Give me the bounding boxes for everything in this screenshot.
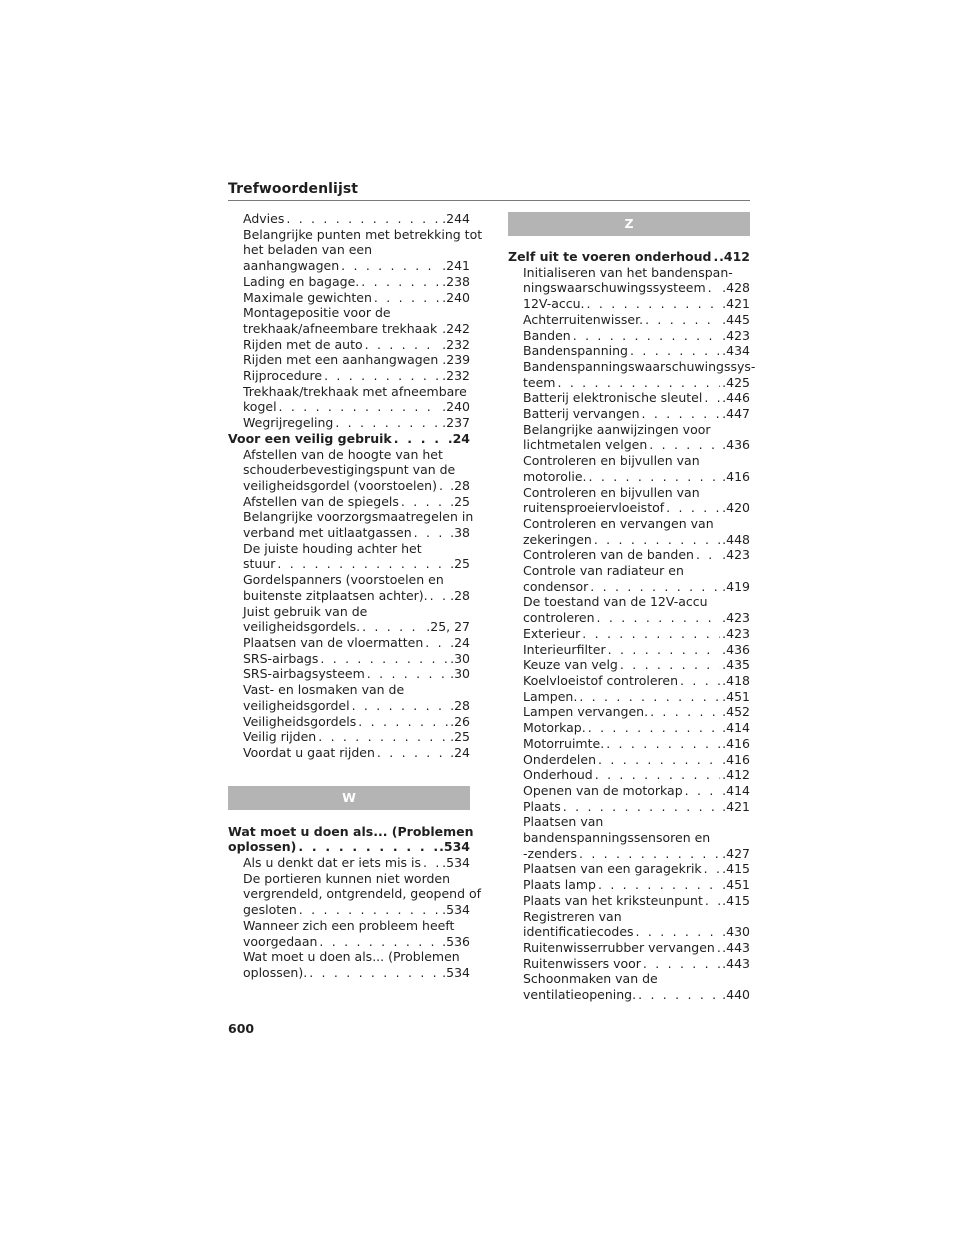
index-column-right xyxy=(508,212,756,1003)
index-entry-page: .448 xyxy=(722,531,750,547)
index-entry-page: .423 xyxy=(722,547,750,563)
index-entry-page: .414 xyxy=(722,782,750,798)
index-entry-page: .240 xyxy=(442,399,470,415)
index-entry-page: .534 xyxy=(442,855,470,871)
index-entry-lead: Belangrijke voorzorgsmaatregelen in xyxy=(243,509,474,525)
index-entry[interactable] xyxy=(228,337,470,353)
index-entry[interactable] xyxy=(508,956,750,972)
index-entry-page: .415 xyxy=(722,861,750,877)
index-entry[interactable] xyxy=(228,352,470,368)
dot-leader xyxy=(636,924,721,940)
index-entry-lead: vergrendeld, ontgrendeld, geopend of xyxy=(243,886,482,902)
dot-leader xyxy=(335,415,440,431)
dot-leader xyxy=(588,720,720,736)
index-entry-page: .423 xyxy=(722,327,750,343)
index-entry[interactable] xyxy=(508,893,750,909)
index-entry-label: veiligheidsgordel xyxy=(243,697,350,713)
dot-leader xyxy=(587,296,721,312)
index-entry-page: .416 xyxy=(722,468,750,484)
index-entry-label: Plaatsen van de vloermatten xyxy=(243,634,424,650)
index-entry[interactable] xyxy=(228,321,470,337)
index-entry[interactable] xyxy=(508,704,750,720)
index-entry-page: .443 xyxy=(722,955,750,971)
index-entry-label: Lading en bagage. xyxy=(243,273,360,289)
dot-leader xyxy=(439,478,448,494)
dot-leader xyxy=(401,494,448,510)
index-entry-lead: Controleren en bijvullen van xyxy=(523,484,700,500)
index-entry-page: .416 xyxy=(722,751,750,767)
index-entry[interactable] xyxy=(508,783,750,799)
index-entry-page: .421 xyxy=(722,296,750,312)
index-entry-page: .412 xyxy=(722,767,750,783)
entry-group-top xyxy=(228,211,483,431)
index-entry-page: .534 xyxy=(442,902,470,918)
dot-leader xyxy=(680,673,720,689)
index-entry[interactable] xyxy=(508,312,750,328)
index-entry[interactable] xyxy=(228,556,470,572)
index-entry[interactable] xyxy=(508,877,750,893)
index-entry-label: oplossen). xyxy=(243,964,308,980)
dot-leader xyxy=(320,651,448,667)
index-entry-label: voorgedaan xyxy=(243,933,318,949)
index-entry-lead: Bandenspanningswaarschuwingssys- xyxy=(523,358,756,374)
index-entry-label: gesloten xyxy=(243,902,297,918)
index-entry-label: motorolie. xyxy=(523,468,587,484)
index-entry[interactable] xyxy=(228,855,470,871)
index-entry[interactable] xyxy=(508,500,750,516)
index-entry-lead: Juist gebruik van de xyxy=(243,603,368,619)
dot-leader xyxy=(685,783,721,799)
index-entry-label: Als u denkt dat er iets mis is xyxy=(243,855,422,871)
dot-leader xyxy=(649,437,720,453)
dot-leader xyxy=(318,729,448,745)
index-entry[interactable] xyxy=(508,437,750,453)
index-entry-page: .536 xyxy=(442,933,470,949)
index-entry[interactable] xyxy=(228,729,470,745)
index-entry-lead: Initialiseren van het bandenspan- xyxy=(523,264,733,280)
index-entry-lead: De juiste houding achter het xyxy=(243,540,422,556)
index-entry-label: condensor xyxy=(523,578,589,594)
index-entry[interactable] xyxy=(508,328,750,344)
index-entry[interactable] xyxy=(508,861,750,877)
index-entry-label: Keuze van velg xyxy=(523,657,618,673)
index-entry-label: Bandenspanning xyxy=(523,343,628,359)
index-entry-page: .238 xyxy=(442,273,470,289)
dot-leader xyxy=(589,469,721,485)
index-entry-lead: Vast- en losmaken van de xyxy=(243,682,405,698)
index-entry-page: .30 xyxy=(450,666,470,682)
dot-leader xyxy=(643,956,720,972)
dot-leader xyxy=(590,579,720,595)
index-entry-page: .440 xyxy=(722,987,750,1003)
dot-leader xyxy=(324,368,440,384)
index-entry-page: .445 xyxy=(722,311,750,327)
dot-leader xyxy=(579,846,720,862)
index-entry[interactable] xyxy=(508,752,750,768)
index-entry-lead: bandenspanningssensoren en xyxy=(523,830,711,846)
index-entry-label: Batterij elektronische sleutel xyxy=(523,390,703,406)
dot-leader xyxy=(594,532,720,548)
index-entry[interactable] xyxy=(228,698,470,714)
index-entry-label: Koelvloeistof controleren xyxy=(523,672,678,688)
index-entry[interactable] xyxy=(228,902,470,918)
index-entry-page: .232 xyxy=(442,336,470,352)
index-entry-label: Onderdelen xyxy=(523,751,597,767)
dot-leader xyxy=(598,752,720,768)
index-entry-label: Advies xyxy=(243,211,285,226)
main-entry-zelf-uit-te-voeren-onderhoud[interactable] xyxy=(508,249,750,265)
main-entry-page: .412 xyxy=(719,249,750,264)
index-entry-label: veiligheidsgordel (voorstoelen) xyxy=(243,477,437,493)
index-entry-page: .447 xyxy=(722,406,750,422)
index-entry-label: Motorkap. xyxy=(523,720,586,736)
index-entry-lead: Wanneer zich een probleem heeft xyxy=(243,917,455,933)
index-entry-page: .237 xyxy=(442,415,470,431)
index-entry-page: .28 xyxy=(450,697,470,713)
index-entry-label: Controleren van de banden xyxy=(523,547,694,563)
index-entry[interactable] xyxy=(508,610,750,626)
index-entry-page: .232 xyxy=(442,368,470,384)
index-entry-label: ruitensproeiervloeistof xyxy=(523,500,665,516)
index-entry-lead: Belangrijke aanwijzingen voor xyxy=(523,421,711,437)
dot-leader xyxy=(279,399,441,415)
index-entry-page: .244 xyxy=(442,211,470,226)
index-entry-label: -zenders xyxy=(523,845,577,861)
entry-group-w xyxy=(228,855,482,981)
index-entry-page: .25 xyxy=(450,556,470,572)
entry-group-voor-een-veilig-gebruik xyxy=(228,446,474,761)
index-entry-label: veiligheidsgordels. xyxy=(243,619,361,635)
index-entry-label: Afstellen van de spiegels xyxy=(243,493,399,509)
dot-leader xyxy=(430,588,448,604)
dot-leader xyxy=(704,861,720,877)
dot-leader xyxy=(414,525,448,541)
dot-leader xyxy=(352,698,449,714)
index-entry[interactable] xyxy=(228,290,470,306)
index-entry-page: .25, 27 xyxy=(426,619,470,635)
main-entry-page: .534 xyxy=(439,839,470,855)
index-entry-page: .28 xyxy=(450,587,470,603)
main-entry-page: .24 xyxy=(447,430,470,446)
index-entry-label: aanhangwagen xyxy=(243,258,340,274)
index-entry-page: .428 xyxy=(722,280,750,296)
index-entry[interactable] xyxy=(508,343,750,359)
index-entry-label: SRS-airbagsysteem xyxy=(243,666,365,682)
dot-leader xyxy=(645,312,720,328)
index-entry[interactable] xyxy=(508,720,750,736)
index-entry[interactable] xyxy=(508,799,750,815)
index-entry-page: .25 xyxy=(450,493,470,509)
index-entry-label: Lampen. xyxy=(523,688,578,704)
index-entry-label: Voordat u gaat rijden xyxy=(243,744,375,760)
index-entry-label: Openen van de motorkap xyxy=(523,782,683,798)
index-entry[interactable] xyxy=(228,745,470,761)
dot-leader xyxy=(717,940,720,956)
dot-leader xyxy=(705,893,720,909)
dot-leader xyxy=(704,390,720,406)
index-entry-page: .24 xyxy=(450,634,470,650)
index-entry-page: .38 xyxy=(450,525,470,541)
dot-leader xyxy=(277,556,448,572)
dot-leader xyxy=(309,965,440,981)
index-entry-lead: schouderbevestigingspunt van de xyxy=(243,462,456,478)
index-entry-label: Motorruimte. xyxy=(523,735,605,751)
index-entry-lead: Belangrijke punten met betrekking tot xyxy=(243,226,483,242)
index-entry[interactable] xyxy=(228,651,470,667)
dot-leader xyxy=(582,626,720,642)
index-entry-page: .420 xyxy=(722,500,750,516)
index-entry-label: Veiligheidsgordels xyxy=(243,713,357,729)
index-entry[interactable] xyxy=(508,767,750,783)
index-entry-label: controleren xyxy=(523,610,595,626)
index-entry-lead: Afstellen van de hoogte van het xyxy=(243,446,443,462)
index-entry-label: Batterij vervangen xyxy=(523,406,640,422)
dot-leader xyxy=(696,547,720,563)
index-entry-page: .451 xyxy=(722,688,750,704)
index-entry-page: .434 xyxy=(722,343,750,359)
dot-leader xyxy=(595,767,720,783)
page-header xyxy=(228,178,750,201)
letter-divider-z: Z xyxy=(508,212,750,236)
index-entry-page: .30 xyxy=(450,650,470,666)
index-entry[interactable] xyxy=(508,579,750,595)
index-entry-label: buitenste zitplaatsen achter). xyxy=(243,587,428,603)
dot-leader xyxy=(439,321,440,337)
index-entry-lead: Registreren van xyxy=(523,908,622,924)
dot-leader xyxy=(362,619,424,635)
index-entry-label: Ruitenwissers voor xyxy=(523,955,641,971)
index-entry-label: Ruitenwisserrubber vervangen xyxy=(523,939,715,955)
dot-leader xyxy=(608,642,721,658)
index-entry-label: ningswaarschuwingssysteem xyxy=(523,280,706,296)
index-entry[interactable] xyxy=(508,375,750,391)
dot-leader xyxy=(573,328,720,344)
index-entry[interactable] xyxy=(508,736,750,752)
dot-leader xyxy=(319,934,440,950)
dot-leader xyxy=(361,274,440,290)
index-entry-label: teem xyxy=(523,374,556,390)
index-entry-label: trekhaak/afneembare trekhaak xyxy=(243,320,438,336)
dot-leader xyxy=(358,714,448,730)
dot-leader xyxy=(579,689,720,705)
index-entry-label: kogel xyxy=(243,399,277,415)
index-entry-page: .423 xyxy=(722,610,750,626)
index-entry-page: .452 xyxy=(722,704,750,720)
index-entry-page: .25 xyxy=(450,729,470,745)
index-entry[interactable] xyxy=(228,635,470,651)
index-entry-label: Plaatsen van een garagekrik xyxy=(523,861,702,877)
dot-leader xyxy=(666,500,720,516)
index-entry-page: .443 xyxy=(722,939,750,955)
index-entry-lead: Controleren en vervangen van xyxy=(523,515,714,531)
index-column-left xyxy=(228,211,483,981)
index-entry-page: .423 xyxy=(722,625,750,641)
dot-leader xyxy=(286,211,440,227)
index-entry-page: .418 xyxy=(722,672,750,688)
dot-leader xyxy=(299,902,440,918)
index-entry-lead: Controle van radiateur en xyxy=(523,563,684,579)
index-entry-label: stuur xyxy=(243,556,276,572)
index-entry-label: Plaats lamp xyxy=(523,877,596,893)
index-entry-page: .425 xyxy=(722,374,750,390)
index-entry[interactable] xyxy=(228,666,470,682)
index-entry-lead: Wat moet u doen als... (Problemen xyxy=(243,949,460,965)
dot-leader xyxy=(423,855,440,871)
index-entry-lead: het beladen van een xyxy=(243,242,373,258)
index-entry-page: .242 xyxy=(442,320,470,336)
index-entry[interactable] xyxy=(508,390,750,406)
index-entry[interactable] xyxy=(228,478,470,494)
main-entry-wat-moet-u-doen[interactable] xyxy=(228,839,470,855)
main-entry-label: Zelf uit te voeren onderhoud xyxy=(508,249,712,264)
dot-leader xyxy=(598,877,720,893)
main-entry-lead: Wat moet u doen als... (Problemen xyxy=(228,823,474,839)
index-entry-label: 12V-accu. xyxy=(523,296,585,312)
index-entry[interactable] xyxy=(228,965,470,981)
index-entry-label: zekeringen xyxy=(523,531,592,547)
index-entry-lead: De portieren kunnen niet worden xyxy=(243,870,451,886)
main-entry-label: Voor een veilig gebruik xyxy=(228,430,392,446)
index-entry-lead: Controleren en bijvullen van xyxy=(523,453,700,469)
index-entry[interactable] xyxy=(228,619,470,635)
index-entry-page: .415 xyxy=(722,892,750,908)
index-entry[interactable] xyxy=(228,415,470,431)
dot-leader xyxy=(597,610,721,626)
index-entry[interactable] xyxy=(228,494,470,510)
index-entry[interactable] xyxy=(508,673,750,689)
index-entry-page: .436 xyxy=(722,437,750,453)
index-entry-page: .28 xyxy=(450,477,470,493)
index-entry-page: .239 xyxy=(442,352,471,368)
index-entry-page: .416 xyxy=(722,735,750,751)
index-entry-page: .430 xyxy=(722,924,750,940)
index-entry-page: .26 xyxy=(450,713,470,729)
index-entry-label: verband met uitlaatgassen xyxy=(243,525,412,541)
index-entry[interactable] xyxy=(228,399,470,415)
index-entry[interactable] xyxy=(228,368,470,384)
index-entry-page: .240 xyxy=(442,289,470,305)
index-entry[interactable] xyxy=(228,274,470,290)
index-entry-page: .435 xyxy=(722,657,750,673)
index-entry-label: Interieurfilter xyxy=(523,641,606,657)
main-entry-label: oplossen) xyxy=(228,839,297,855)
index-entry-label: lichtmetalen velgen xyxy=(523,437,648,453)
dot-leader xyxy=(606,736,720,752)
index-entry-page: .414 xyxy=(722,720,750,736)
index-entry-page: .24 xyxy=(450,744,470,760)
dot-leader xyxy=(557,375,720,391)
index-entry-label: Maximale gewichten xyxy=(243,289,372,305)
index-entry-page: .427 xyxy=(722,845,750,861)
index-entry-page: .241 xyxy=(442,258,470,274)
index-entry-page: .421 xyxy=(722,798,750,814)
index-entry-lead: Schoonmaken van de xyxy=(523,971,658,987)
dot-leader xyxy=(650,704,720,720)
index-entry[interactable] xyxy=(508,296,750,312)
index-entry-label: Achterruitenwisser. xyxy=(523,311,644,327)
dot-leader xyxy=(708,280,721,296)
dot-leader xyxy=(425,635,448,651)
index-entry-lead: Gordelspanners (voorstoelen en xyxy=(243,572,444,588)
main-entry-voor-een-veilig-gebruik[interactable] xyxy=(228,431,470,447)
index-entry-lead: Montagepositie voor de xyxy=(243,305,391,321)
index-entry-page: .436 xyxy=(722,641,750,657)
dot-leader xyxy=(374,290,440,306)
index-entry[interactable] xyxy=(508,406,750,422)
index-entry-label: ventilatieopening. xyxy=(523,987,637,1003)
index-entry-page: .446 xyxy=(722,390,750,406)
index-entry-lead: De toestand van de 12V-accu xyxy=(523,594,708,610)
index-entry-label: Plaats van het kriksteunpunt xyxy=(523,892,703,908)
index-entry-page: .534 xyxy=(442,964,470,980)
index-entry[interactable] xyxy=(508,987,750,1003)
index-entry-label: Wegrijregeling xyxy=(243,415,334,431)
index-entry[interactable] xyxy=(508,924,750,940)
index-entry-label: SRS-airbags xyxy=(243,650,319,666)
index-entry-label: Banden xyxy=(523,327,571,343)
dot-leader xyxy=(365,337,441,353)
index-entry-label: Veilig rijden xyxy=(243,729,317,745)
dot-leader xyxy=(642,406,721,422)
index-entry[interactable] xyxy=(228,525,470,541)
index-entry[interactable] xyxy=(508,642,750,658)
dot-leader xyxy=(341,258,440,274)
dot-leader xyxy=(620,657,720,673)
dot-leader xyxy=(638,987,720,1003)
index-entry[interactable] xyxy=(228,258,470,274)
letter-divider-w: W xyxy=(228,786,470,810)
entry-group-z xyxy=(508,264,756,1003)
index-entry-page: .451 xyxy=(722,877,750,893)
index-entry[interactable] xyxy=(228,211,470,227)
dot-leader xyxy=(367,666,448,682)
index-entry[interactable] xyxy=(508,626,750,642)
index-entry-page: .419 xyxy=(722,578,750,594)
index-entry[interactable] xyxy=(228,588,470,604)
index-entry-lead: Plaatsen van xyxy=(523,814,604,830)
dot-leader xyxy=(377,745,448,761)
index-entry[interactable] xyxy=(508,657,750,673)
index-entry-label: identificatiecodes xyxy=(523,924,634,940)
index-entry[interactable] xyxy=(228,934,470,950)
index-entry-label: Rijden met de auto xyxy=(243,336,363,352)
index-entry[interactable] xyxy=(508,547,750,563)
index-entry[interactable] xyxy=(508,532,750,548)
dot-leader xyxy=(563,799,720,815)
index-entry[interactable] xyxy=(508,846,750,862)
index-entry[interactable] xyxy=(508,280,750,296)
page-title: Trefwoordenlijst xyxy=(228,181,359,197)
index-entry[interactable] xyxy=(228,714,470,730)
dot-leader xyxy=(630,343,720,359)
index-entry-label: Rijprocedure xyxy=(243,368,323,384)
index-entry[interactable] xyxy=(508,940,750,956)
index-entry[interactable] xyxy=(508,689,750,705)
index-entry[interactable] xyxy=(508,469,750,485)
index-entry-label: Exterieur xyxy=(523,625,581,641)
index-entry-lead: Trekhaak/trekhaak met afneembare xyxy=(243,383,467,399)
index-entry-label: Plaats xyxy=(523,798,561,814)
index-entry-label: Lampen vervangen. xyxy=(523,704,649,720)
page-number: 600 xyxy=(228,1021,255,1036)
index-entry-label: Onderhoud xyxy=(523,767,593,783)
index-entry-label: Rijden met een aanhangwagen xyxy=(243,352,439,368)
